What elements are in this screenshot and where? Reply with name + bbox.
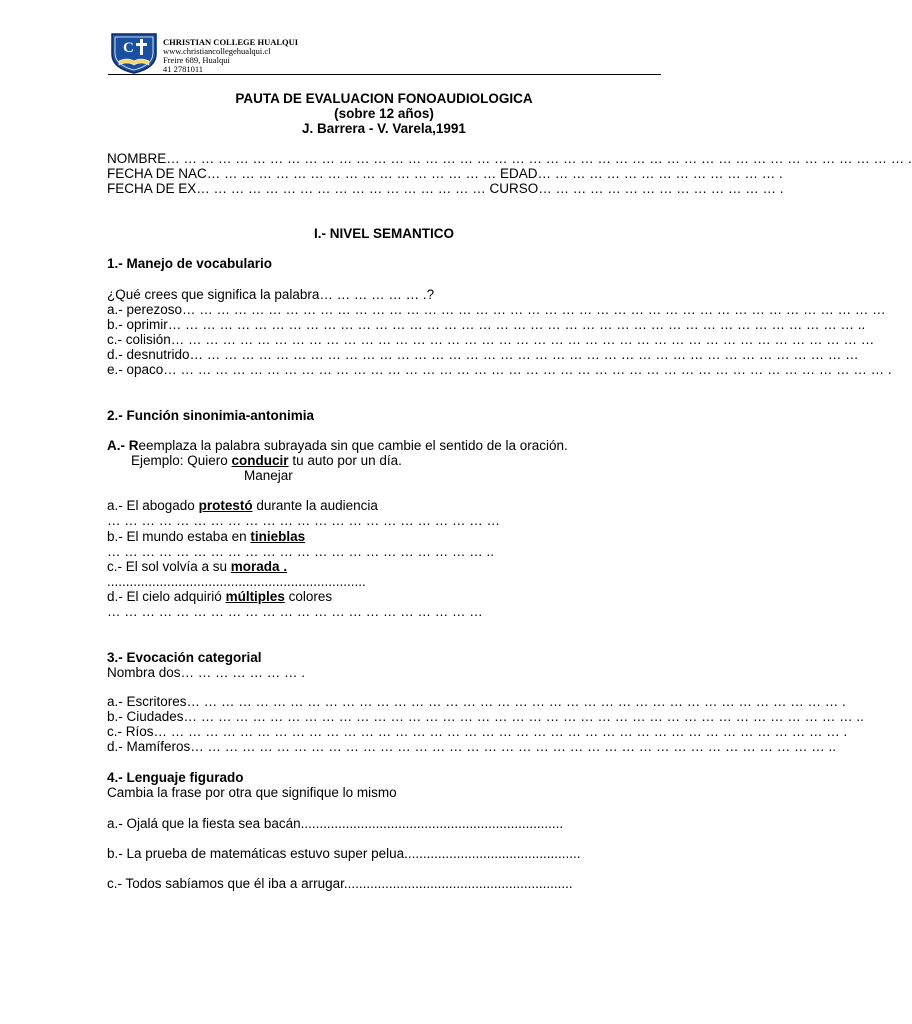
sentence-pre: d.- El cielo adquirió bbox=[107, 589, 226, 604]
sentence-pre: b.- El mundo estaba en bbox=[107, 529, 251, 544]
part-a-label: A.- R bbox=[107, 438, 139, 453]
q1-item[interactable]: a.- perezoso… … … … … … … … … … … … … … … … … … … … … … … … … … … … … … … … … … … … … … … … … bbox=[107, 302, 886, 317]
q2-item-blank[interactable]: … … … … … … … … … … … … … … … … … … … … … … bbox=[107, 604, 483, 619]
school-address: Freire 689, Hualqui bbox=[163, 55, 230, 65]
q1-item[interactable]: d.- desnutrido… … … … … … … … … … … … … … … … … … … … … … … … … … … … … … … … … … … … … … … bbox=[107, 347, 859, 362]
q3-item[interactable]: c.- Ríos… … … … … … … … … … … … … … … … … … … … … … … … … … … … … … … … … … … … … … … … . bbox=[107, 724, 848, 739]
q3-item[interactable]: a.- Escritores… … … … … … … … … … … … … … … … … … … … … … … … … … … … … … … … … … … … … … . bbox=[107, 694, 846, 709]
q4-prompt: Cambia la frase por otra que signifique lo mismo bbox=[107, 785, 397, 800]
q2-item-sentence bbox=[107, 498, 378, 513]
q2-title: 2.- Función sinonimia-antonimia bbox=[107, 408, 315, 423]
q2-item-blank[interactable]: ..................................................................... bbox=[107, 574, 366, 589]
logo-letter: C bbox=[123, 40, 134, 56]
school-crest-logo bbox=[109, 32, 159, 74]
q2-example bbox=[131, 453, 402, 468]
sentence-post: durante la audiencia bbox=[252, 498, 378, 513]
q2-item-blank[interactable]: … … … … … … … … … … … … … … … … … … … … … … … bbox=[107, 513, 501, 528]
example-pre: Ejemplo: Quiero bbox=[131, 453, 232, 468]
example-post: tu auto por un día. bbox=[288, 453, 402, 468]
q1-item[interactable]: e.- opaco… … … … … … … … … … … … … … … … … … … … … … … … … … … … … … … … … … … … … … … … … … . bbox=[107, 362, 892, 377]
underlined-word: morada . bbox=[230, 559, 288, 574]
school-website: www.christiancollegehualqui.cl bbox=[163, 46, 271, 56]
school-name: CHRISTIAN COLLEGE HUALQUI bbox=[163, 37, 299, 47]
q4-title: 4.- Lenguaje figurado bbox=[107, 770, 244, 785]
example-word: conducir bbox=[231, 453, 289, 468]
q2-item-blank[interactable]: … … … … … … … … … … … … … … … … … … … … … … .. bbox=[107, 544, 495, 559]
underlined-word: protestó bbox=[198, 498, 253, 513]
q4-item[interactable]: b.- La prueba de matemáticas estuvo super pelua............................................... bbox=[107, 846, 581, 861]
section-title: I.- NIVEL SEMANTICO bbox=[313, 226, 454, 241]
q2-part-a-instruction bbox=[107, 438, 568, 453]
q3-item[interactable]: b.- Ciudades… … … … … … … … … … … … … … … … … … … … … … … … … … … … … … … … … … … … … … … .. bbox=[107, 709, 864, 724]
part-a-text: eemplaza la palabra subrayada sin que cambie el sentido de la oración. bbox=[138, 438, 568, 453]
underlined-word: múltiples bbox=[225, 589, 285, 604]
q2-item-sentence bbox=[107, 589, 332, 604]
q4-item[interactable]: a.- Ojalá que la fiesta sea bacán...................................................................... bbox=[107, 816, 564, 831]
field-nombre[interactable]: NOMBRE… … … … … … … … … … … … … … … … … … … … … … … … … … … … … … … … … … … … … … … … … … … . bbox=[107, 151, 912, 166]
sentence-post: colores bbox=[284, 589, 333, 604]
header-divider bbox=[108, 74, 661, 75]
field-fecha-nac-edad[interactable]: FECHA DE NAC… … … … … … … … … … … … … … … … … EDAD… … … … … … … … … … … … … … . bbox=[107, 166, 783, 181]
document-title: PAUTA DE EVALUACION FONOAUDIOLOGICA bbox=[235, 91, 533, 106]
document-subtitle: (sobre 12 años) bbox=[334, 106, 434, 121]
q3-item[interactable]: d.- Mamíferos… … … … … … … … … … … … … … … … … … … … … … … … … … … … … … … … … … … … … .. bbox=[107, 739, 837, 754]
q3-title: 3.- Evocación categorial bbox=[107, 650, 262, 665]
q1-title: 1.- Manejo de vocabulario bbox=[107, 256, 273, 271]
q4-item[interactable]: c.- Todos sabíamos que él iba a arrugar............................................................. bbox=[107, 876, 573, 891]
sentence-pre: a.- El abogado bbox=[107, 498, 199, 513]
document-authors: J. Barrera - V. Varela,1991 bbox=[302, 121, 466, 136]
q2-example-answer: Manejar bbox=[244, 468, 293, 483]
q2-item-sentence bbox=[107, 559, 287, 574]
q3-prompt: Nombra dos… … … … … … … . bbox=[107, 665, 306, 680]
q1-item[interactable]: b.- oprimir… … … … … … … … … … … … … … … … … … … … … … … … … … … … … … … … … … … … … … … … .. bbox=[107, 317, 866, 332]
q2-item-sentence bbox=[107, 529, 305, 544]
q1-item[interactable]: c.- colisión… … … … … … … … … … … … … … … … … … … … … … … … … … … … … … … … … … … … … … … … … bbox=[107, 332, 875, 347]
field-fecha-ex-curso[interactable]: FECHA DE EX… … … … … … … … … … … … … … … … … CURSO… … … … … … … … … … … … … … . bbox=[107, 181, 784, 196]
sentence-pre: c.- El sol volvía a su bbox=[107, 559, 231, 574]
q1-prompt: ¿Qué crees que significa la palabra… … … … … … .? bbox=[107, 287, 435, 302]
underlined-word: tinieblas bbox=[250, 529, 306, 544]
school-phone: 41 2781011 bbox=[163, 64, 204, 74]
